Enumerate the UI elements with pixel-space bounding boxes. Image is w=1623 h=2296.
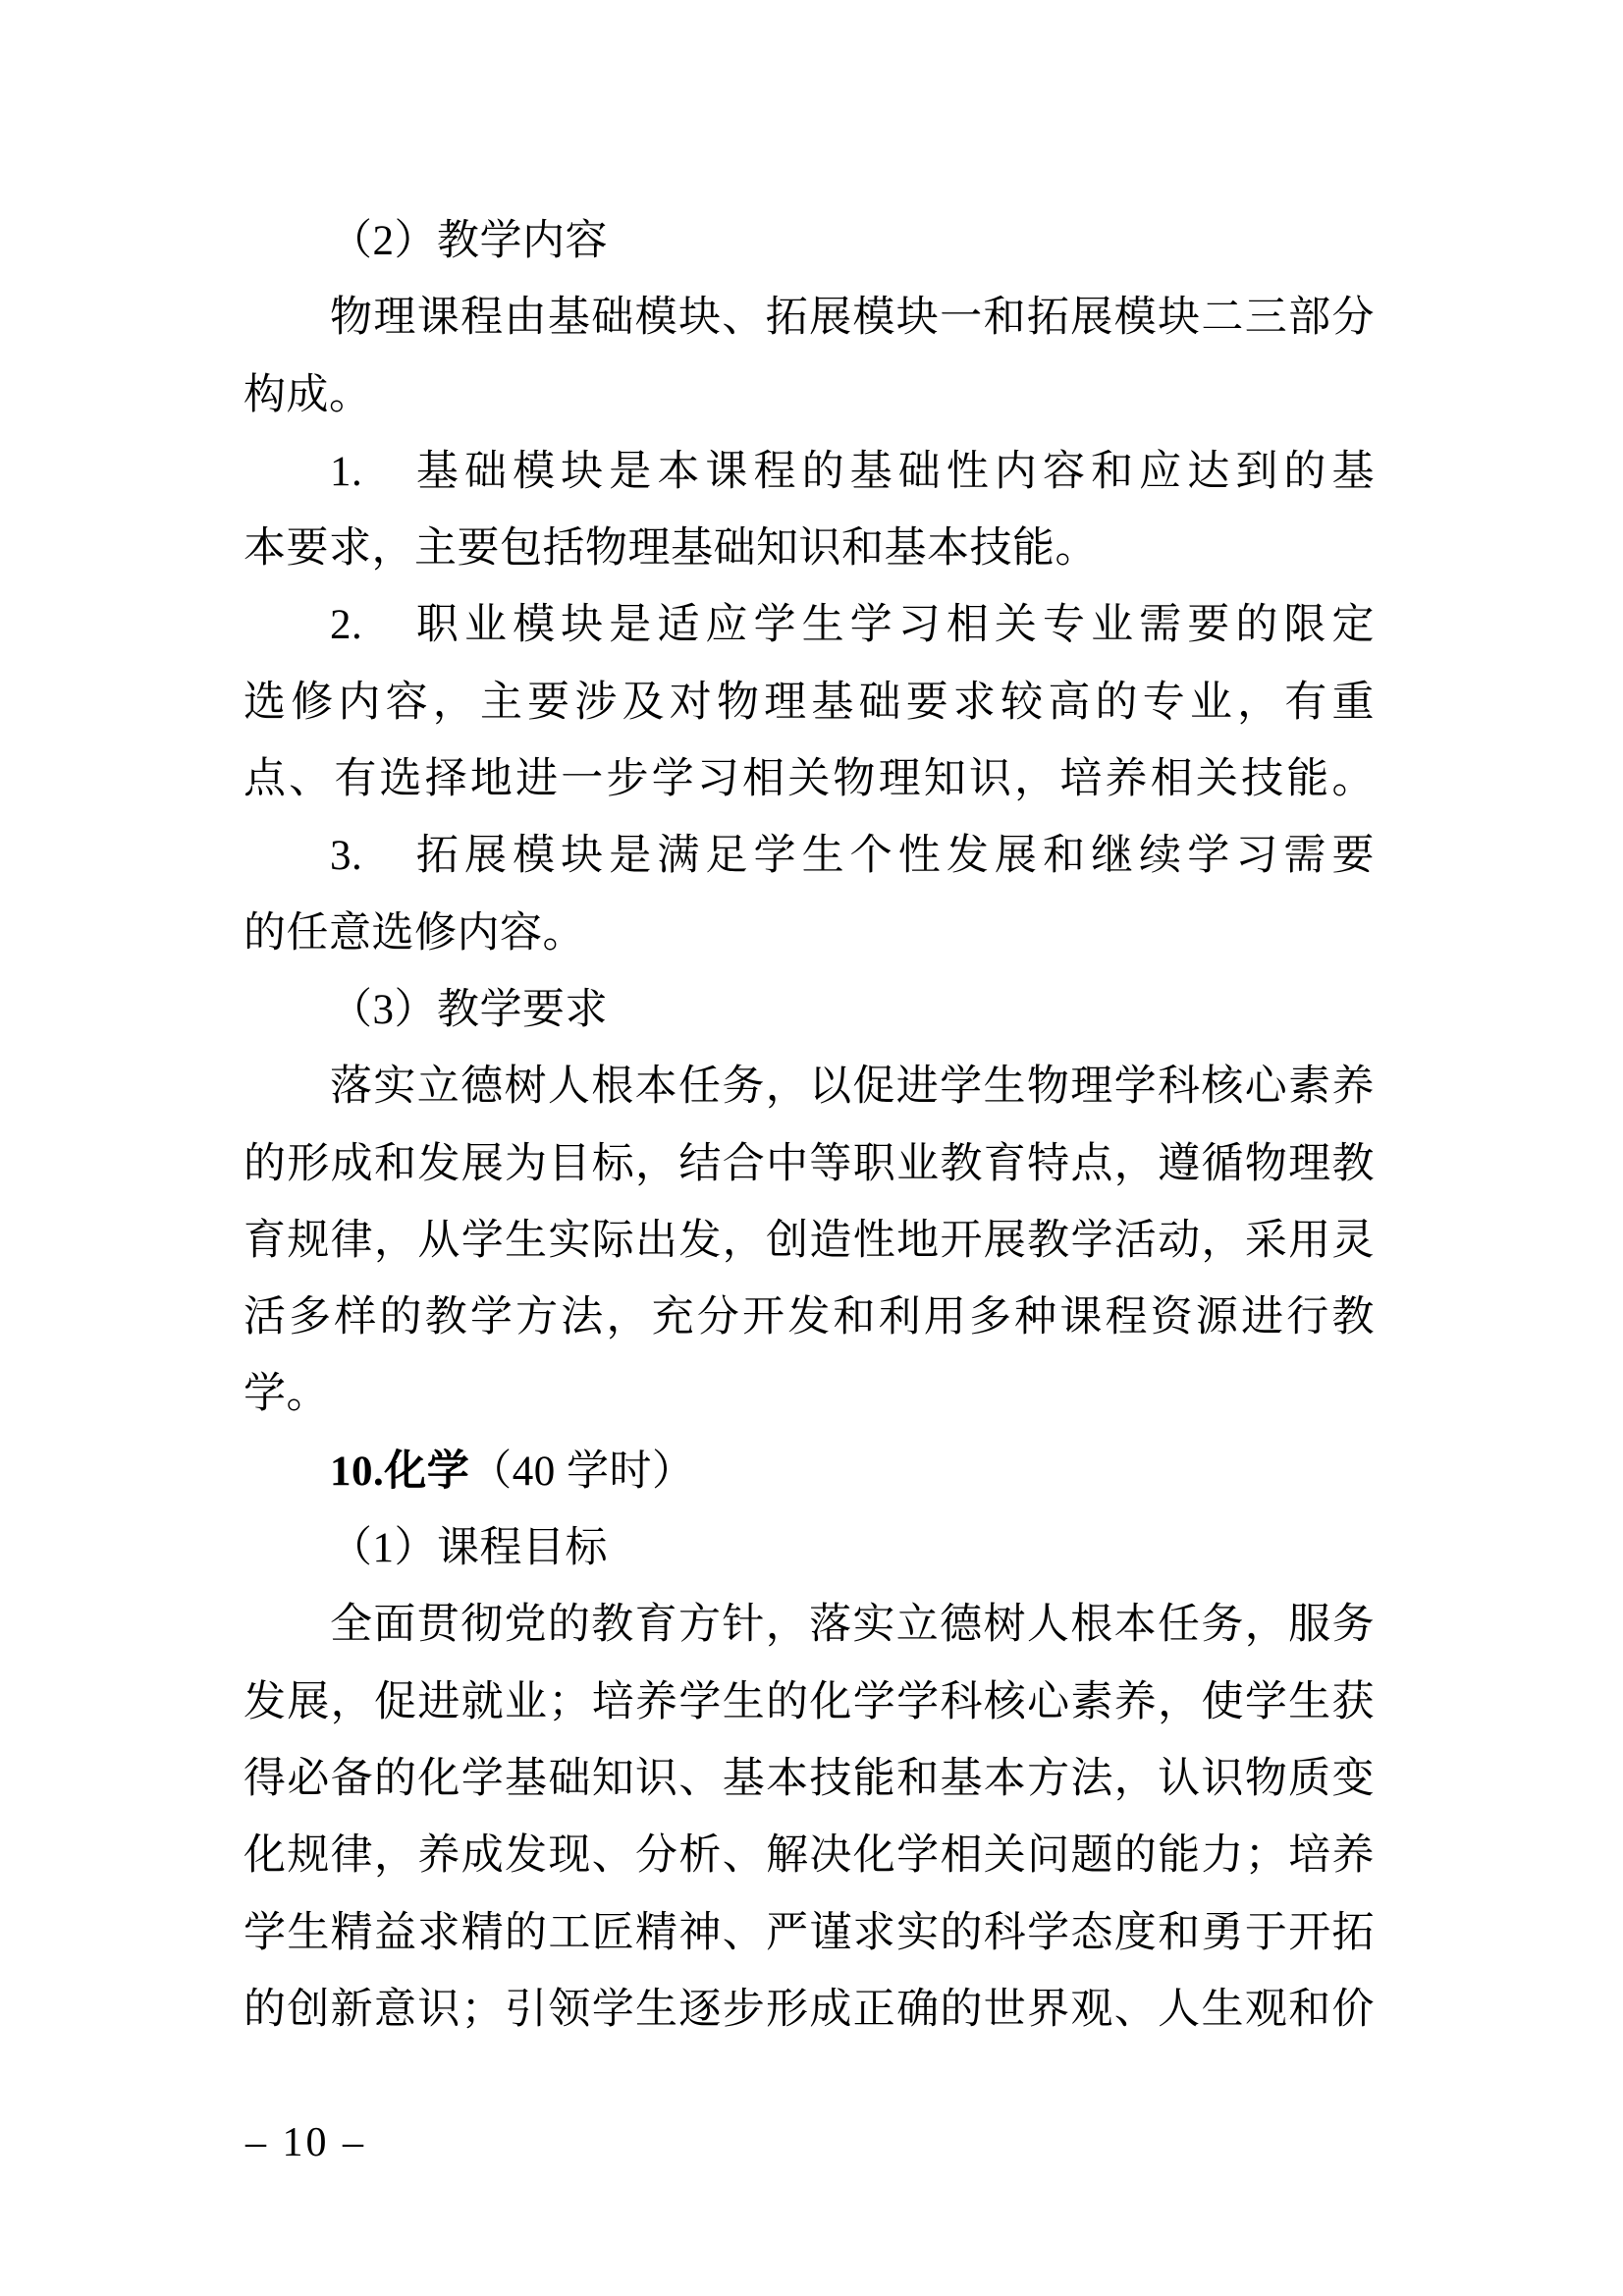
heading-1-course-objectives: （1）课程目标 <box>330 1525 608 1572</box>
text-line: 得必备的化学基础知识、基本技能和基本方法，认识物质变 <box>243 1755 1375 1802</box>
page-number: – 10 – <box>245 2120 366 2165</box>
text-line: 点、有选择地进一步学习相关物理知识，培养相关技能。 <box>243 756 1375 803</box>
text-line: 物理课程由基础模块、拓展模块一和拓展模块二三部分 <box>330 295 1375 342</box>
text-line: 2. 职业模块是适应学生学习相关专业需要的限定 <box>330 602 1375 649</box>
section-10-chemistry <box>243 1434 1375 1510</box>
text-line: 的任意选修内容。 <box>243 909 585 957</box>
text-line: 的形成和发展为目标，结合中等职业教育特点，遵循物理教 <box>243 1140 1375 1187</box>
heading-3-teaching-requirements: （3）教学要求 <box>330 986 608 1033</box>
text-line: 全面贯彻党的教育方针，落实立德树人根本任务，服务 <box>330 1602 1375 1649</box>
section-number-title: 10.化学 <box>330 1448 470 1495</box>
text-line: 的创新意识；引领学生逐步形成正确的世界观、人生观和价 <box>243 1986 1375 2033</box>
text-line: 3. 拓展模块是满足学生个性发展和继续学习需要 <box>330 833 1375 880</box>
text-line: 发展，促进就业；培养学生的化学学科核心素养，使学生获 <box>243 1678 1375 1725</box>
text-line: 1. 基础模块是本课程的基础性内容和应达到的基 <box>330 448 1375 495</box>
section-hours: （40 学时） <box>469 1448 695 1495</box>
text-line: 育规律，从学生实际出发，创造性地开展教学活动，采用灵 <box>243 1217 1375 1264</box>
text-line: 选修内容，主要涉及对物理基础要求较高的专业，有重 <box>243 679 1375 726</box>
heading-2-teaching-content: （2）教学内容 <box>330 218 608 264</box>
text-line: 活多样的教学方法，充分开发和利用多种课程资源进行教 <box>243 1294 1375 1341</box>
document-body <box>243 203 1375 2049</box>
text-line: 化规律，养成发现、分析、解决化学相关问题的能力；培养 <box>243 1832 1375 1880</box>
text-line: 本要求，主要包括物理基础知识和基本技能。 <box>243 525 1098 573</box>
text-line: 构成。 <box>243 371 372 418</box>
text-line: 落实立德树人根本任务，以促进学生物理学科核心素养 <box>330 1064 1375 1111</box>
text-line: 学生精益求精的工匠精神、严谨求实的科学态度和勇于开拓 <box>243 1909 1375 1956</box>
text-line: 学。 <box>243 1371 329 1418</box>
